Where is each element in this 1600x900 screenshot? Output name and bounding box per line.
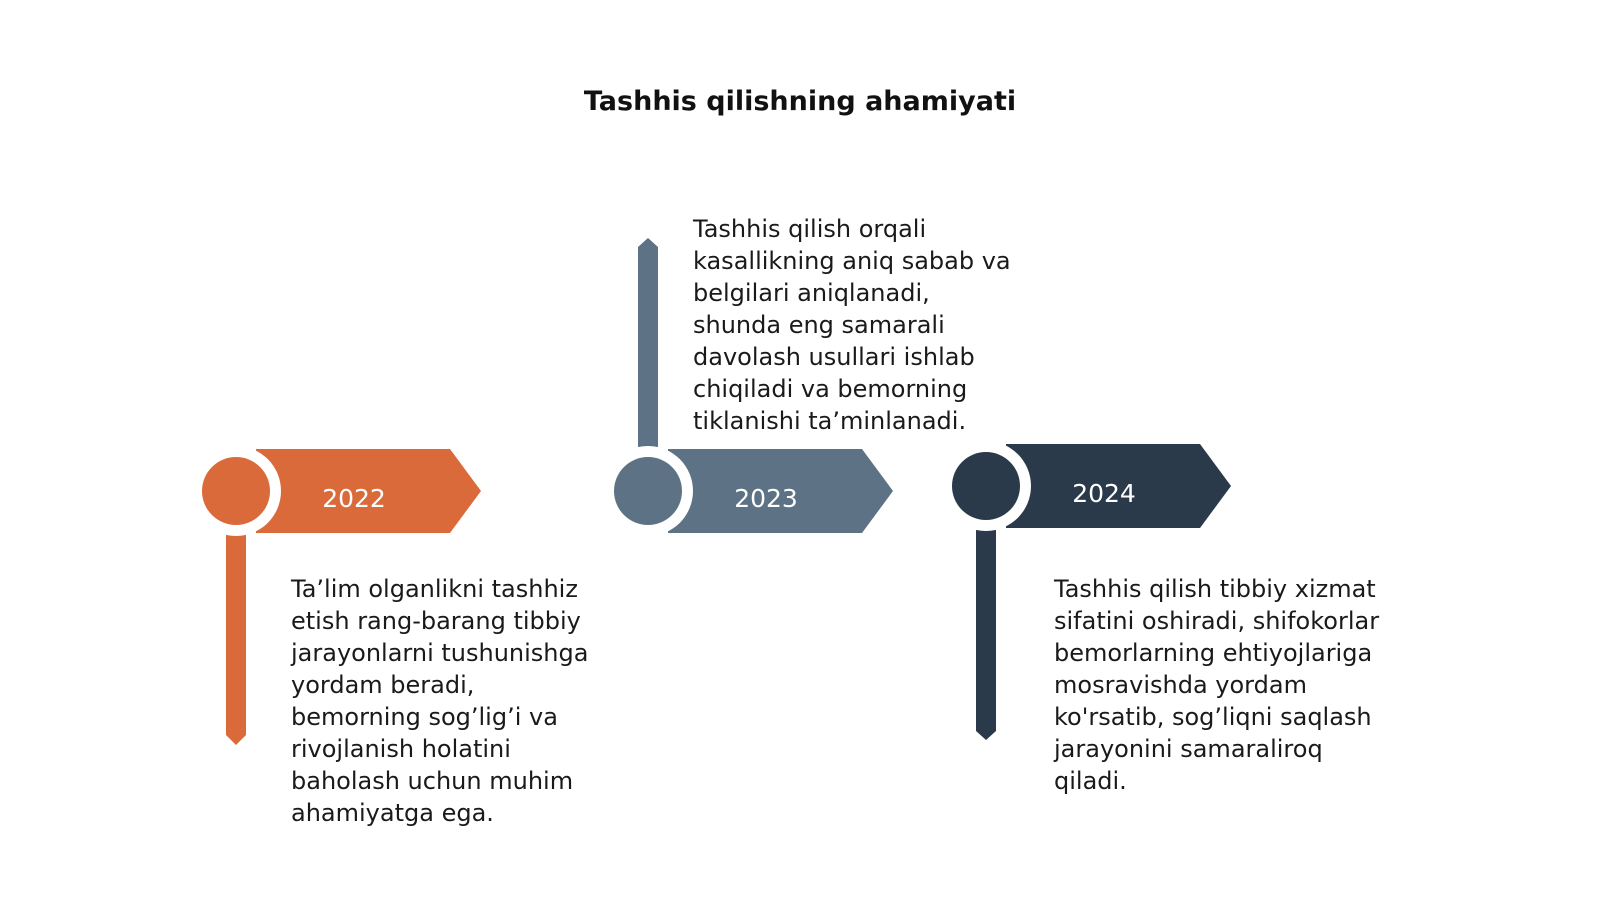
- milestone-2024-year: 2024: [1072, 479, 1136, 508]
- milestone-2022-marker: [202, 457, 270, 525]
- milestone-2024-connector: [976, 530, 996, 740]
- milestone-2024-marker: [952, 452, 1020, 520]
- milestone-2022-connector: [226, 530, 246, 745]
- milestone-2024-description: Tashhis qilish tibbiy xizmat sifatini oshiradi, shifokorlar bemorlarning ehtiyojlariga mosravishda yordam ko'rsatib, sog’liqni saqlash jarayonini samaraliroq qiladi.: [1054, 575, 1380, 795]
- milestone-2023-year: 2023: [734, 484, 798, 513]
- page-title: Tashhis qilishning ahamiyati: [583, 86, 1017, 117]
- milestone-2023-marker: [614, 457, 682, 525]
- milestone-2022-year: 2022: [322, 484, 386, 513]
- milestone-2023-description: Tashhis qilish orqali kasallikning aniq sabab va belgilari aniqlanadi, shunda eng samarali davolash usullari ishlab chiqiladi va bemorning tiklanishi ta’minlanadi.: [693, 215, 1011, 435]
- milestone-2023-connector: [638, 238, 658, 447]
- milestone-2022-description: Ta’lim olganlikni tashhiz etish rang-barang tibbiy jarayonlarni tushunishga yordam beradi, bemorning sog’lig’i va rivojlanish holatini baholash uchun muhim ahamiyatga ega.: [291, 575, 589, 827]
